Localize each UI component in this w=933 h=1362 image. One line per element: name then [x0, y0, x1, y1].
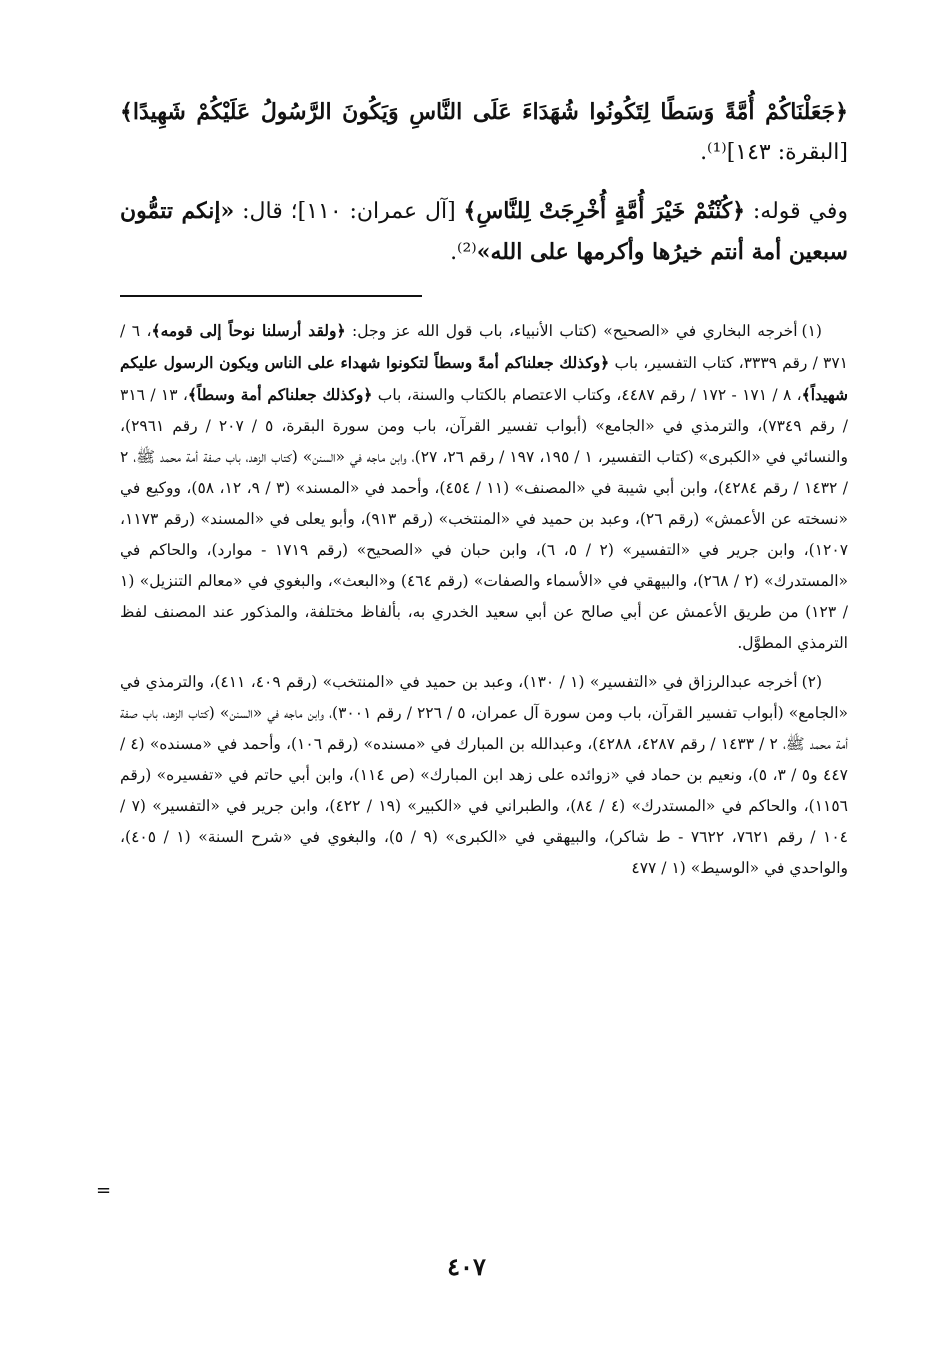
- footnotes-section: [120, 315, 848, 884]
- footnote-text: ، ٦ / ٣٧١ / رقم ٣٣٣٩، كتاب التفسير، باب: [120, 322, 848, 372]
- footnote-number: (١): [801, 322, 822, 340]
- footnote-quran-citation: ﴿وكذلك جعلناكم أمةً وسطاً لتكونوا شهداء على الناس ويكون الرسول عليكم شهيداً﴾: [120, 353, 848, 404]
- footnote-2: [120, 667, 848, 884]
- hadith-quote: «إنكم تتمُّون سبعين أمة أنتم خيرُها وأكرمها على الله»: [120, 198, 848, 265]
- continuation-mark: =: [96, 1180, 112, 1201]
- footnote-separator: [120, 295, 422, 297]
- footnote-marker-2: ⁽²⁾.: [450, 240, 477, 265]
- footnote-separator-wrap: [120, 273, 848, 293]
- paragraph-lead: وفي قوله:: [745, 199, 849, 224]
- footnote-text: ، ١٣ / ٣١٦ / رقم ٧٣٤٩)، والترمذي في «الجامع» (أبواب تفسير القرآن، باب ومن سورة البقرة، ٥ / ٢٠٧ / رقم ٢٩٦١)، والنسائي في «الكبرى» (كتاب التفسير، ١ / ١٩٥، ١٩٧ / رقم ٢٦، ٢٧)، وابن ماجه في «السنن» (كتاب الزهد، باب صفة أمة محمد ﷺ، ٢ / ١٤٣٢ / رقم ٤٢٨٤)، وابن أبي شيبة في «المصنف» (١١ / ٤٥٤)، وأحمد في «المسند» (٣ / ٩، ١٢، ٥٨)، ووكيع في «نسخته عن الأعمش» (رقم ٢٦)، وعبد بن حميد في «المنتخب» (رقم ٩١٣)، وأبو يعلى في «المسند» (رقم ١١٧٣، ١٢٠٧)، وابن جرير في «التفسير» (٢ / ٥، ٦)، وابن حبان في «الصحيح» (رقم ١٧١٩ - موارد)، والحاكم في «المستدرك» (٢ / ٢٦٨)، والبيهقي في «الأسماء والصفات» (رقم ٤٦٤) و«البعث»، والبغوي في «معالم التنزيل» (١ / ١٢٣) من طريق الأعمش عن أبي صالح عن أبي سعيد الخدري به، بألفاظ مختلفة، والمذكور عند المصنف لفظ الترمذي المطوَّل.: [120, 386, 849, 652]
- verse-reference-baqarah: [البقرة: ١٤٣]: [726, 140, 848, 165]
- quran-verse-al-imran: ﴿كُنْتُمْ خَيْرَ أُمَّةٍ أُخْرِجَتْ لِلنَّاسِ﴾: [463, 198, 746, 224]
- verse-reference-al-imran: [آل عمران: ١١٠]؛ قال:: [234, 199, 464, 224]
- footnote-quran-citation: ﴿ولقد أرسلنا نوحاً إلى قومه﴾: [151, 321, 346, 340]
- quran-verse-baqarah: ﴿جَعَلْنَاكُمْ أُمَّةً وَسَطًا لِتَكُونُوا شُهَدَاءَ عَلَى النَّاسِ وَيَكُونَ الرَّسُولُ عَلَيْكُمْ شَهِيدًا﴾: [120, 99, 848, 125]
- page-content: [120, 92, 848, 892]
- footnote-text: ، ٨ / ١٧١ - ١٧٢ / رقم ٤٤٨٧، وكتاب الاعتصام بالكتاب والسنة، باب: [372, 386, 802, 404]
- footnote-text: أخرجه البخاري في «الصحيح» (كتاب الأنبياء، باب قول الله عز وجل:: [345, 322, 798, 340]
- footnote-1: [120, 315, 848, 659]
- footnote-marker-1: ⁽¹⁾.: [700, 140, 727, 165]
- footnote-quran-citation: ﴿وكذلك جعلناكم أمة وسطاً﴾: [187, 385, 373, 404]
- page-number: ٤٠٧: [447, 1252, 486, 1281]
- main-paragraph-1: [120, 92, 848, 173]
- footnote-text: أخرجه عبدالرزاق في «التفسير» (١ / ١٣٠)، وعبد بن حميد في «المنتخب» (رقم ٤٠٩، ٤١١)، والترمذي في «الجامع» (أبواب تفسير القرآن، باب ومن سورة آل عمران، ٥ / ٢٢٦ / رقم ٣٠٠١)، وابن ماجه في «السنن» (كتاب الزهد، باب صفة أمة محمد ﷺ، ٢ / ١٤٣٣ / رقم ٤٢٨٧، ٤٢٨٨)، وعبدالله بن المبارك في «مسنده» (رقم ١٠٦)، وأحمد في «مسنده» (٤ / ٤٤٧ و٥ / ٣، ٥)، ونعيم بن حماد في «زوائده على زهد ابن المبارك» (ص ١١٤)، وابن أبي حاتم في «تفسيره» (رقم ١١٥٦)، والحاكم في «المستدرك» (٤ / ٨٤)، والطبراني في «الكبير» (١٩ / ٤٢٢)، وابن جرير في «التفسير» (٧ / ١٠٤ / رقم ٧٦٢١، ٧٦٢٢ - ط شاكر)، والبيهقي في «الكبرى» (٩ / ٥)، والبغوي في «شرح السنة» (١ / ٤٠٥)، والواحدي في «الوسيط» (١ / ٤٧٧: [120, 673, 849, 877]
- main-paragraph-2: [120, 191, 848, 273]
- footnote-number: (٢): [801, 673, 823, 691]
